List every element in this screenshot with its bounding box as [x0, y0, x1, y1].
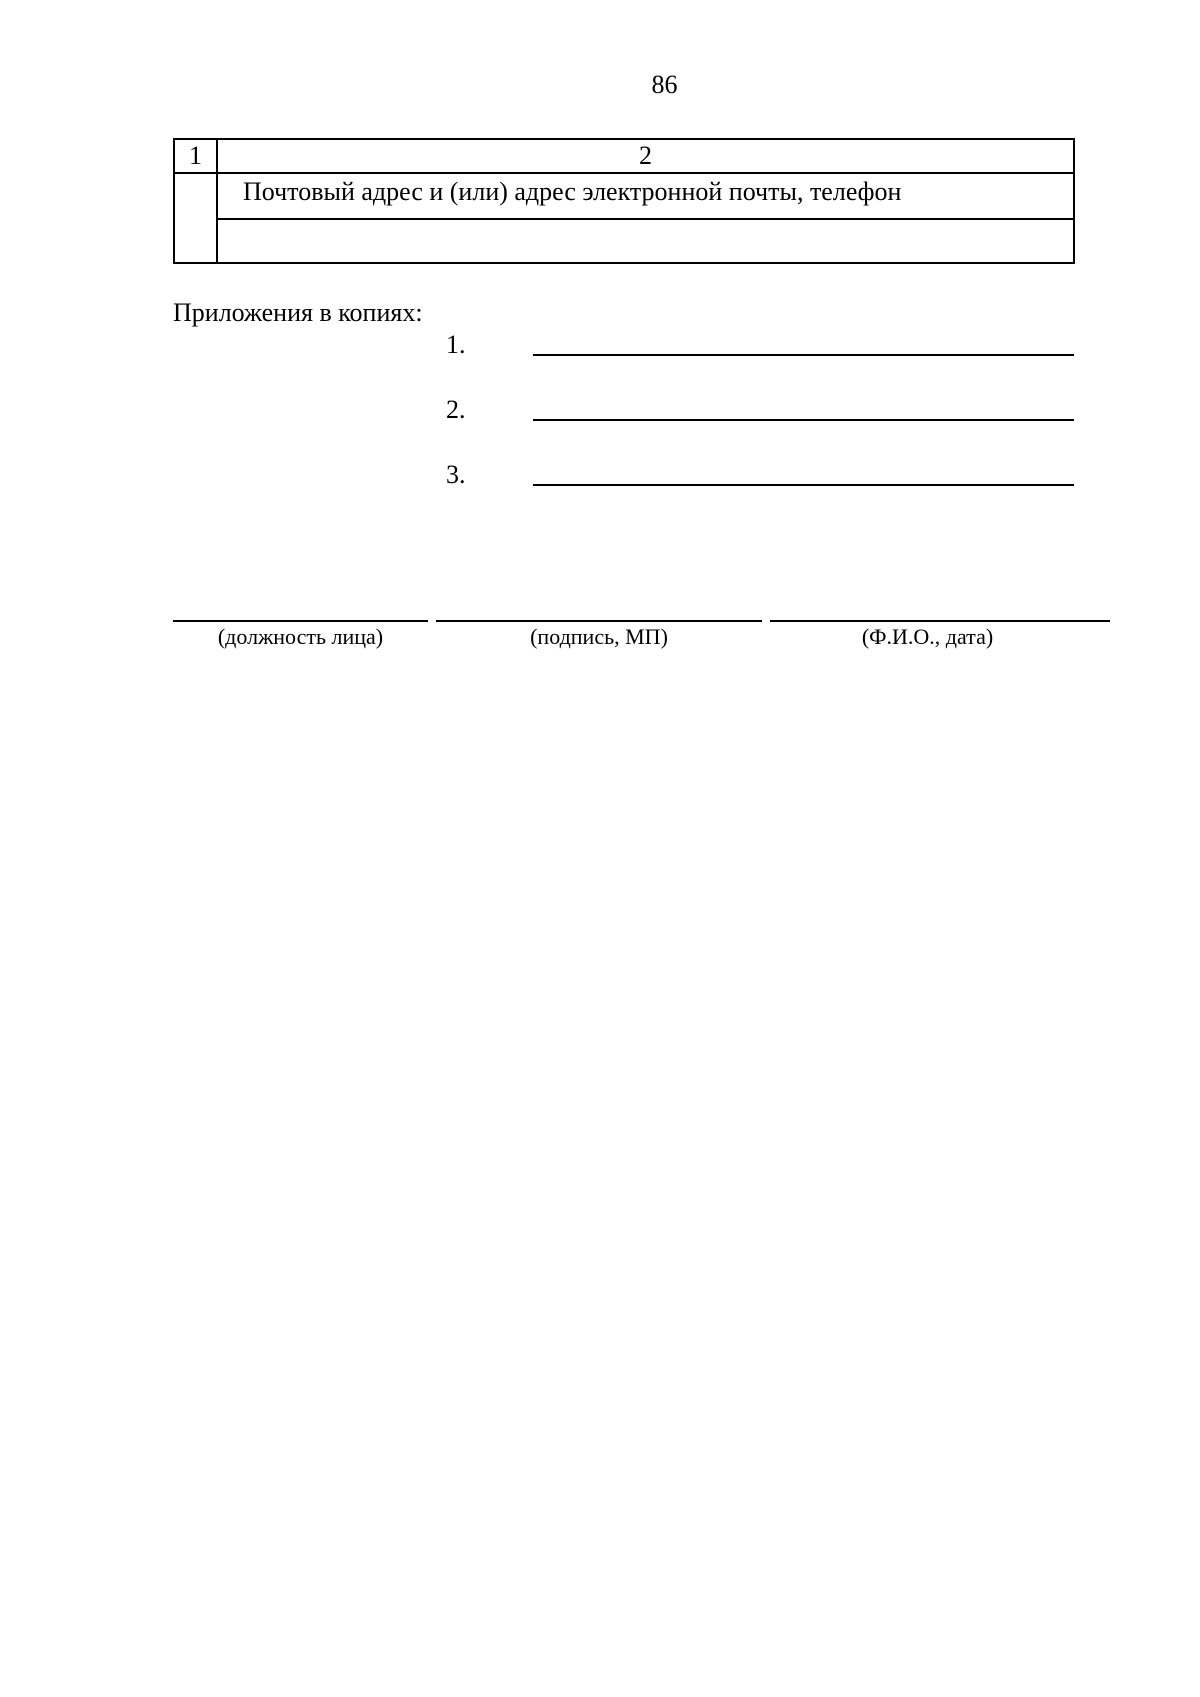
table-header-row [174, 139, 1074, 173]
table-row [174, 219, 1074, 263]
attachment-number: 3. [446, 460, 466, 489]
name-date-line[interactable] [770, 620, 1110, 622]
signature-line[interactable] [436, 620, 762, 622]
position-caption: (должность лица) [217, 624, 384, 649]
attachments-heading: Приложения в копиях: [173, 298, 423, 327]
name-date-caption: (Ф.И.О., дата) [861, 624, 994, 649]
address-label: Почтовый адрес и (или) адрес электронной почты, телефон [217, 173, 1074, 219]
table-row [174, 173, 1074, 219]
address-table [173, 138, 1075, 264]
address-value-field[interactable] [217, 219, 1074, 263]
attachment-field[interactable] [533, 419, 1074, 421]
column-header-2: 2 [217, 139, 1074, 173]
attachment-field[interactable] [533, 484, 1074, 486]
row-number-cell [174, 173, 217, 263]
column-header-1: 1 [174, 139, 217, 173]
attachment-field[interactable] [533, 354, 1074, 356]
attachment-number: 2. [446, 395, 466, 424]
signature-caption: (подпись, МП) [530, 624, 668, 649]
page-number: 86 [651, 70, 678, 99]
position-line[interactable] [173, 620, 428, 622]
attachment-number: 1. [446, 330, 466, 359]
